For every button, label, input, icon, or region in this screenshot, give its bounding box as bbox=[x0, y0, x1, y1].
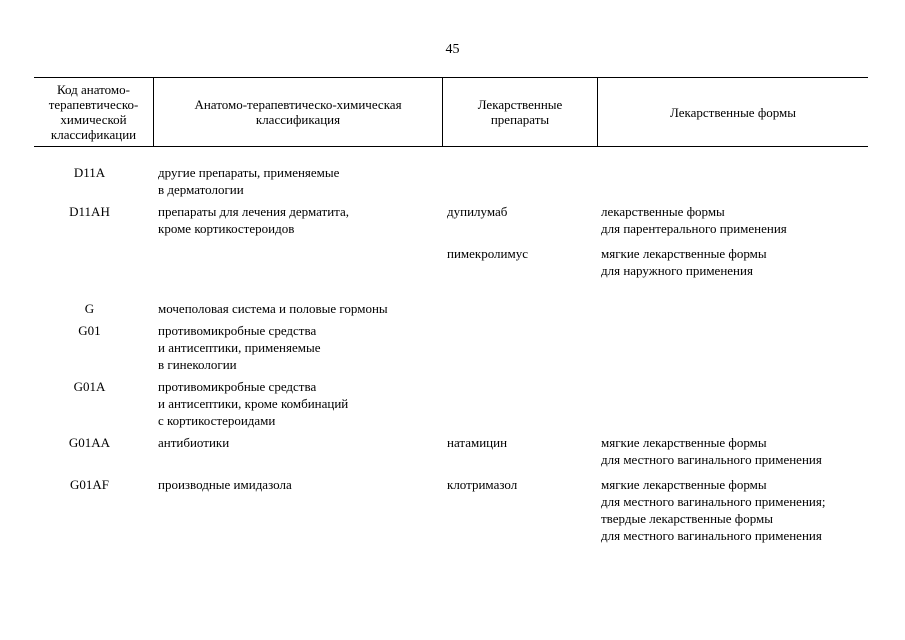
drug-name: дупилумаб bbox=[447, 204, 508, 219]
table-row bbox=[34, 434, 868, 468]
header-dosage-forms bbox=[597, 78, 868, 146]
drug-name: натамицин bbox=[447, 435, 508, 450]
atc-name: другие препараты, применяемые в дерматологии bbox=[158, 165, 340, 197]
table-row bbox=[34, 164, 868, 198]
table-body bbox=[34, 147, 868, 544]
drug-name bbox=[442, 378, 597, 429]
dosage-form bbox=[597, 378, 868, 429]
atc-code: G01A bbox=[73, 379, 106, 394]
dosage-form: мягкие лекарственные формы для местного вагинального применения; твердые лекарственные формы для местного вагинального применения bbox=[601, 477, 826, 543]
atc-classification-table bbox=[34, 77, 868, 549]
dosage-form: лекарственные формы для парентерального применения bbox=[601, 204, 787, 236]
dosage-form: мягкие лекарственные формы для наружного применения bbox=[601, 246, 767, 278]
drug-name bbox=[442, 300, 597, 317]
atc-name: антибиотики bbox=[158, 435, 230, 450]
table-row bbox=[34, 322, 868, 373]
table-row bbox=[34, 378, 868, 429]
header-drugs-text: Лекарственные препараты bbox=[477, 97, 563, 127]
atc-code: G01 bbox=[78, 323, 101, 338]
atc-code: G01AA bbox=[68, 435, 111, 450]
drug-name bbox=[442, 322, 597, 373]
drug-name bbox=[442, 164, 597, 198]
table-header bbox=[34, 78, 868, 147]
drug-name: клотримазол bbox=[447, 477, 518, 492]
table-row bbox=[34, 300, 868, 317]
dosage-form bbox=[597, 164, 868, 198]
header-drugs bbox=[442, 78, 597, 146]
header-atc-classification bbox=[153, 78, 442, 146]
atc-code: G01AF bbox=[69, 477, 109, 492]
atc-name: производные имидазола bbox=[158, 477, 292, 492]
atc-name: противомикробные средства и антисептики, применяемые в гинекологии bbox=[158, 323, 321, 372]
header-dosage-forms-text: Лекарственные формы bbox=[669, 104, 797, 120]
drug-entry bbox=[442, 203, 868, 237]
table-row bbox=[34, 476, 868, 544]
dosage-form: мягкие лекарственные формы для местного вагинального применения bbox=[601, 435, 822, 467]
drug-entry bbox=[442, 245, 868, 279]
atc-name: препараты для лечения дерматита, кроме кортикостероидов bbox=[158, 204, 350, 236]
header-atc-code bbox=[34, 78, 153, 146]
drug-name: пимекролимус bbox=[447, 246, 528, 261]
header-atc-code-text: Код анатомо- терапевтическо- химической классификации bbox=[48, 82, 139, 142]
atc-code: D11A bbox=[73, 165, 106, 180]
header-atc-classification-text: Анатомо-терапевтическо-химическая классификация bbox=[194, 97, 402, 127]
atc-code: D11AH bbox=[69, 204, 110, 219]
dosage-form bbox=[597, 322, 868, 373]
page-number: 45 bbox=[445, 42, 460, 57]
atc-name: противомикробные средства и антисептики, кроме комбинаций с кортикостероидами bbox=[158, 379, 349, 428]
atc-name: мочеполовая система и половые гормоны bbox=[158, 301, 388, 316]
dosage-form bbox=[597, 300, 868, 317]
table-row bbox=[34, 203, 868, 279]
atc-code: G bbox=[84, 301, 95, 316]
drug-list bbox=[442, 203, 868, 279]
